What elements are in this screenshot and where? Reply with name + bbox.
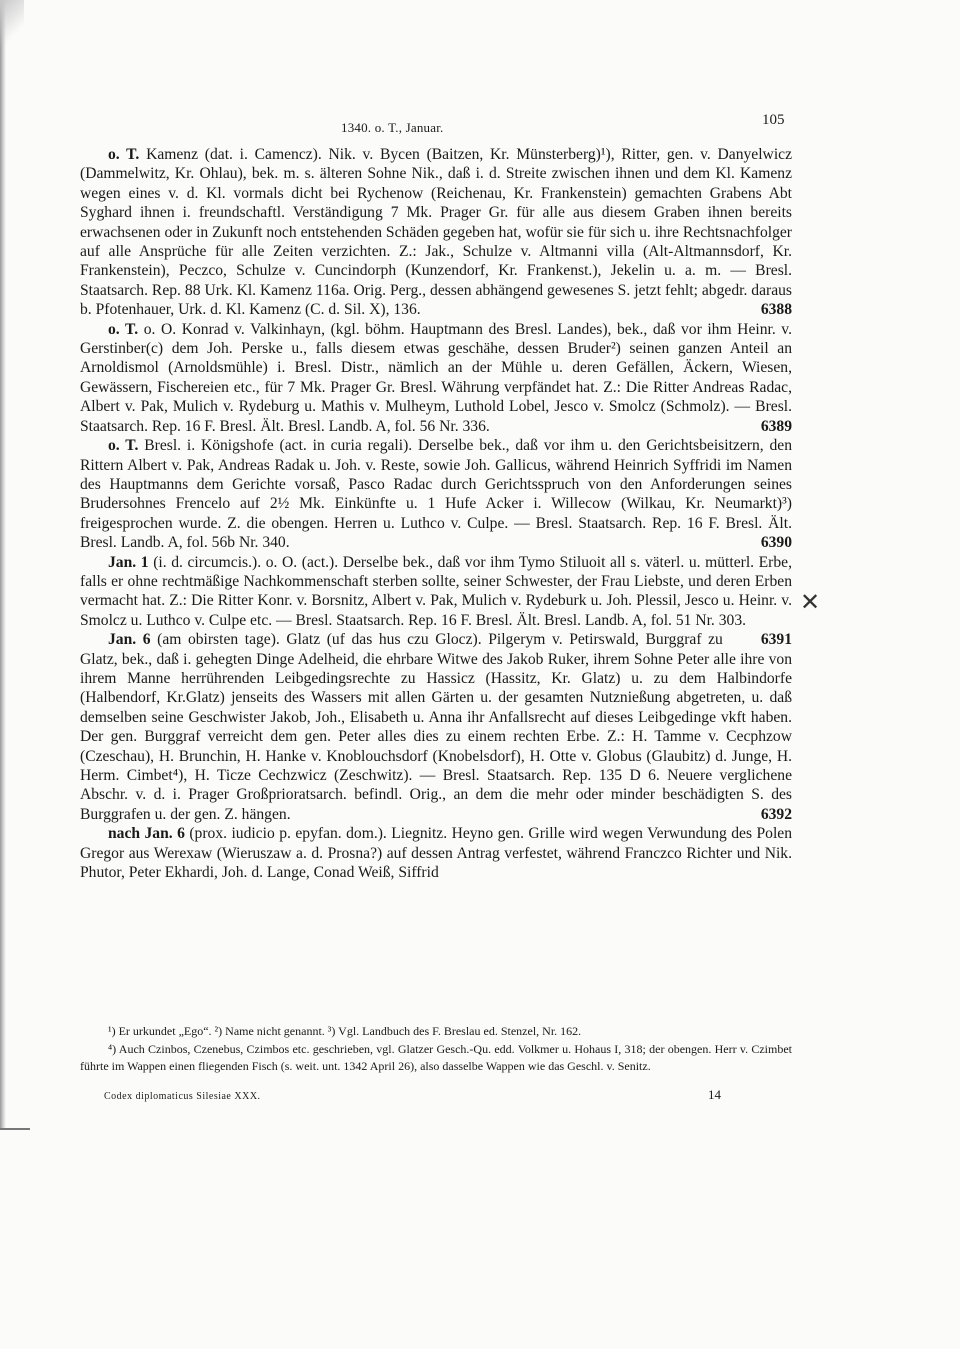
page-number: 105 — [762, 112, 785, 128]
entry-6389 — [80, 320, 792, 436]
signature-line: Codex diplomaticus Silesiae XXX. — [104, 1091, 261, 1102]
footnote-line: ¹) Er urkundet „Ego“. ²) Name nicht genannt. ³) Vgl. Landbuch des F. Breslau ed. Stenzel, Nr. 162. — [108, 1024, 582, 1038]
entry-body: (am obirsten tage). Glatz (uf das hus czu Glocz). Pilgerym v. Petirswald, Burggraf zu Glatz, bek., daß i. gehegten Dinge Adelheid, die ehrbare Witwe des Jakob Ruker, ihrem Sohne Peter alle ihre von ihrem Manne herrührenden Leibgedingsrechte zu Hassicz (Hassitz, Kr. Glatz) u. zu dem Halbindorfe (Halbendorf, Kr.Glatz) jenseits des Wassers mit allen Gärten u. der gesamten Nutznießung abgetreten, u. daß demselben seine Geschwister Jakob, Joh., Elisabeth u. Anna ihr Anfallsrecht auf dieses Leibgedinge vkft haben. Der gen. Burggraf verreicht dem gen. Peter alles dies zu einem rechten Erbe. Z.: H. Tamme v. Cecphzow (Czeschau), H. Brunchin, H. Hanke v. Knoblouchsdorf (Knobelsdorf), H. Otte v. Globus (Glaubitz) d. Junge, H. Herm. Cimbet⁴), H. Ticze Cechzwicz (Zeschwitz). — Bresl. Staatsarch. Rep. 135 D 6. Neuere verglichene Abschr. v. d. i. Prager Großprioratsarch. befindl. Orig., an dem die mehr oder minder beschädigten S. des Burggrafen u. der gen. Z. hängen. — [80, 631, 792, 823]
footnote-line: ⁴) Auch Czinbos, Czenebus, Czimbos etc. geschrieben, vgl. Glatzer Gesch.-Qu. edd. Volkmer u. Hohaus I, 318; der obengen. Herr v. Czimbet führte im Wappen einen fliegenden Fisch (s. weit. unt. 1342 April 26), also dasselbe Wappen wie das Geschl. v. Senitz. — [80, 1041, 792, 1074]
running-head: 1340. o. T., Januar. — [341, 120, 444, 135]
entry-body: Bresl. i. Königshofe (act. in curia regali). Derselbe bek., daß vor ihm u. den Gerichtsbeisitzern, den Rittern Albert v. Pak, Andreas Radak u. Joh. v. Reste, sowie Joh. Gallicus, während Heinrich Syffridi im Namen des Hauptmanns dem Gerichte vorsaß, Pasco Radac durch Gerichtsspruch von den Anforderungen seines Brudersohnes Frencelo auf 2½ Mk. Einkünfte u. 1 Hufe Acker i. Willecow (Wilkau, Kr. Neumarkt)³) freigesprochen wurde. Z. die obengen. Herren u. Luthco v. Culpe. — Bresl. Staatsarch. Rep. 16 F. Bresl. Ält. Bresl. Landb. A, fol. 56b Nr. 340. — [80, 437, 792, 552]
entry-6390 — [80, 436, 792, 552]
entry-number: 6388 — [760, 301, 792, 319]
entry-date: Jan. 1 — [108, 553, 149, 571]
entry-number: 6392 — [760, 805, 792, 823]
scan-foot-mark — [0, 1128, 30, 1130]
entry-6392 — [80, 630, 792, 824]
entry-6388 — [80, 145, 792, 320]
entry-6393-start — [80, 824, 792, 882]
entry-date: o. T. — [108, 437, 139, 455]
main-text — [80, 145, 792, 882]
margin-cross-icon: ✕ — [800, 590, 821, 616]
footnotes — [80, 1023, 792, 1076]
entry-date: nach Jan. 6 — [108, 825, 185, 843]
signature-mark: 14 — [708, 1087, 721, 1102]
entry-date: o. T. — [108, 320, 139, 338]
entry-number: 6390 — [760, 534, 792, 552]
scan-corner-shadow — [0, 0, 24, 48]
entry-body: (i. d. circumcis.). o. O. (act.). Derselbe bek., daß vor ihm Tymo Stiluoit all s. väterl. u. mütterl. Erbe, falls er ohne rechtmäßige Nachkommenschaft sterben sollte, seiner Schwester, der Frau Liebste, und deren Erben vermacht hat. Z.: Die Ritter Konr. v. Borsnitz, Albert v. Pak, Mulich v. Rydeburk u. Joh. Plessil, Jesco u. Heinr. v. Smolcz u. Luthco v. Culpe etc. — Bresl. Staatsarch. Rep. 16 F. Bresl. Ält. Bresl. Landb. A, fol. 51 Nr. 303. — [80, 553, 792, 629]
page-header — [0, 112, 960, 140]
entry-date: o. T. — [108, 146, 140, 163]
entry-body: Kamenz (dat. i. Camencz). Nik. v. Bycen (Baitzen, Kr. Münsterberg)¹), Ritter, gen. v. Danyelwicz (Dammelwitz, Kr. Ohlau), bek. m. s. älteren Sohne Nik., daß i. d. Streite zwischen ihnen und dem Kl. Kamenz wegen eines v. d. Kl. vormals dicht bei Rychenow (Reichenau, Kr. Frankenstein) gemachten Grabens Abt Syghard ihnen i. freundschaftl. Verständigung 7 Mk. Prager Gr. für alle aus diesem Graben ihnen bereits erwachsenen oder in Zukunft noch entstehenden Schäden gegeben hat, wofür sie für sich u. ihre Rechtsnachfolger auf alle Ansprüche für alle Zeiten verzichten. Z.: Jak., Schulze v. Altmanni villa (Alt-Altmannsdorf, Kr. Frankenstein), Peczco, Schulze v. Cuncindorph (Kunzendorf, Kr. Frankenst.), Jekelin u. a. m. — Bresl. Staatsarch. Rep. 88 Urk. Kl. Kamenz 116a. Orig. Perg., dessen abhängend gewesenes S. jetzt fehlt; abgedr. daraus b. Pfotenhauer, Urk. d. Kl. Kamenz (C. d. Sil. X), 136. — [80, 146, 792, 319]
entry-number: 6391 — [760, 631, 792, 649]
entry-body: (prox. iudicio p. epyfan. dom.). Liegnitz. Heyno gen. Grille wird wegen Verwundung des Polen Gregor aus Werexaw (Wieruszaw a. d. Prosna?) auf dessen Antrag verfestet, während Franczco Richter und Nik. Phutor, Peter Ekhardi, Joh. d. Lange, Conad Weiß, Siffrid — [80, 825, 792, 882]
scan-border — [0, 0, 6, 1130]
entry-number: 6389 — [760, 417, 792, 435]
entry-body: o. O. Konrad v. Valkinhayn, (kgl. böhm. Hauptmann des Bresl. Landes), bek., daß vor ihm Heinr. v. Gerstinber(c) dem Joh. Perske u., falls diesem etwas geschähe, dessen Bruder²) seinen ganzen Anteil an Arnoldismol (Arnoldsmühle) i. Bresl. Distr., nämlich an der Mühle u. deren Gefällen, Äckern, Wiesen, Gewässern, Fischereien etc., für 7 Mk. Prager Gr. Bresl. Währung verpfändet hat. Z.: Die Ritter Andreas Radac, Albert v. Pak, Mulich v. Rydeburg u. Mathis v. Mulheym, Luthold Lobel, Jesco v. Smolcz (Schmolz). — Bresl. Staatsarch. Rep. 16 F. Bresl. Ält. Bresl. Landb. A, fol. 56 Nr. 336. — [80, 320, 792, 435]
entry-date: Jan. 6 — [108, 631, 151, 649]
